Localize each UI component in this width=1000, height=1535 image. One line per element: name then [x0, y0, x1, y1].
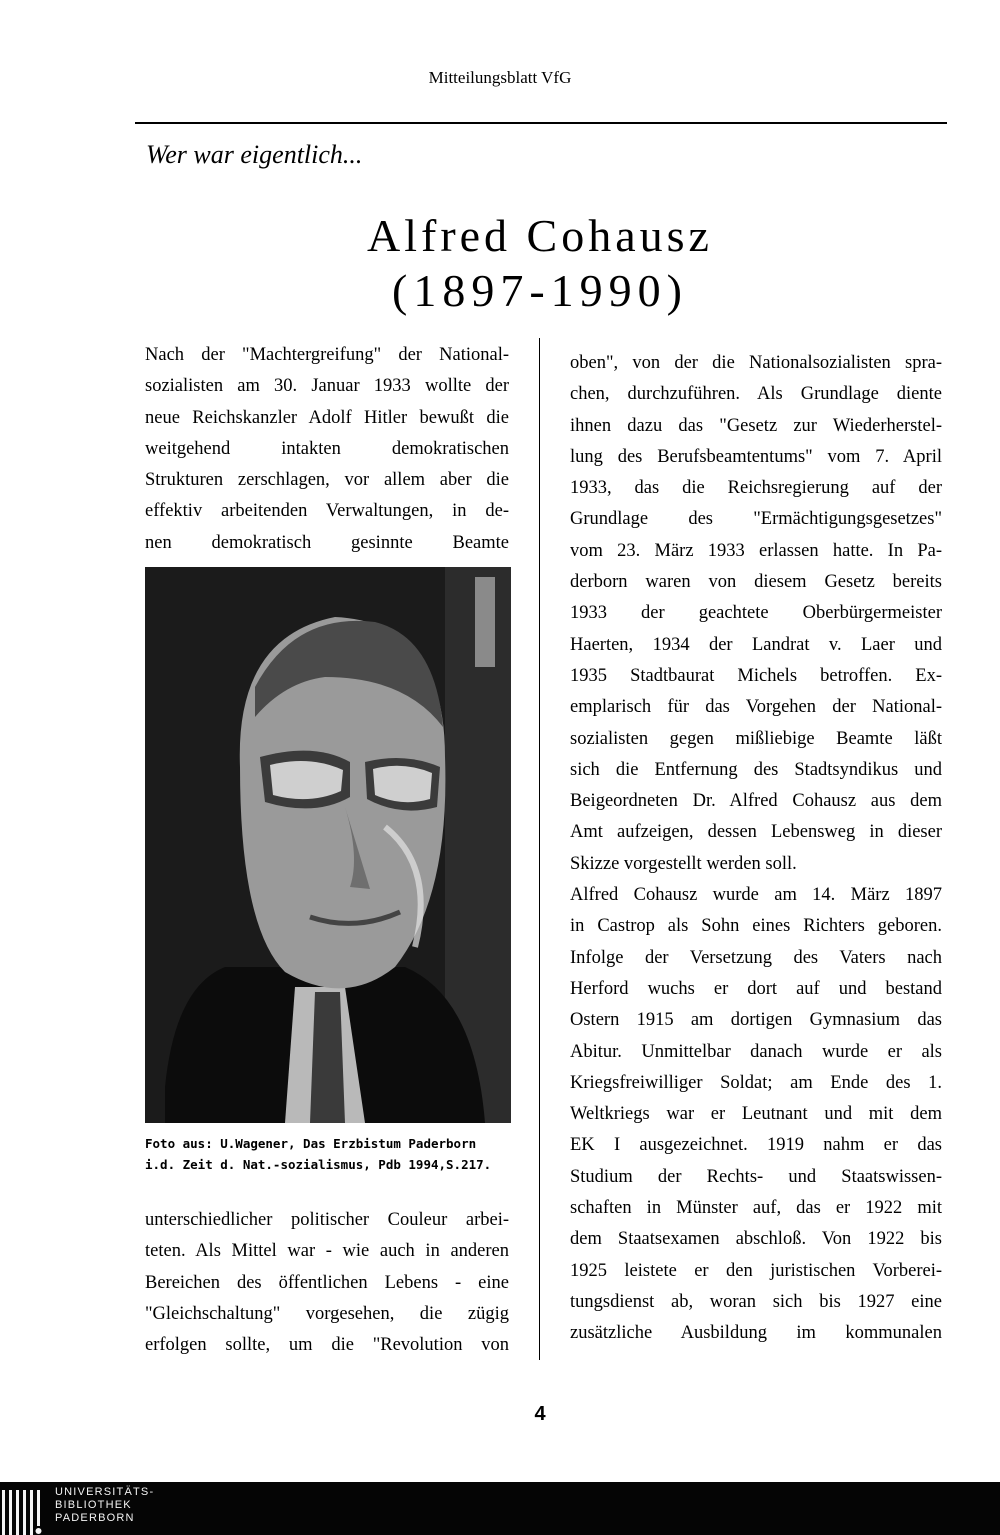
- library-name-line: BIBLIOTHEK: [55, 1499, 132, 1511]
- text-line: schaften in Münster auf, das er 1922 mit: [570, 1198, 942, 1219]
- text-line: EK I ausgezeichnet. 1919 nahm er das: [570, 1135, 942, 1156]
- text-line: erfolgen sollte, um die "Revolution von: [145, 1335, 509, 1356]
- text-line: Herford wuchs er dort auf und bestand: [570, 978, 942, 999]
- text-line: in Castrop als Sohn eines Richters geboren.: [570, 916, 942, 937]
- text-line: neue Reichskanzler Adolf Hitler bewußt die: [145, 407, 509, 428]
- header-rule: [135, 122, 947, 124]
- text-line: sozialisten am 30. Januar 1933 wollte der: [145, 376, 509, 397]
- text-line: Weltkriegs war er Leutnant und mit dem: [570, 1104, 942, 1125]
- text-line: Infolge der Versetzung des Vaters nach: [570, 947, 942, 968]
- left-column-bottom: [145, 1205, 509, 1361]
- article-title-dates: (1897-1990): [392, 265, 688, 316]
- text-line: chen, durchzuführen. Als Grundlage diente: [570, 384, 942, 405]
- text-line: Studium der Rechts- und Staatswissen-: [570, 1166, 942, 1187]
- library-logo-icon: [0, 1490, 48, 1535]
- journal-header: Mitteilungsblatt VfG: [428, 68, 572, 87]
- text-line: Bereichen des öffentlichen Lebens - eine: [145, 1272, 509, 1293]
- text-line: teten. Als Mittel war - wie auch in anderen: [145, 1241, 509, 1262]
- column-divider: [539, 338, 540, 1360]
- left-column-top: [145, 340, 509, 559]
- text-line: nen demokratisch gesinnte Beamte: [145, 532, 509, 553]
- text-line: Nach der "Machtergreifung" der National-: [145, 345, 509, 365]
- text-line: sich die Entfernung des Stadtsyndikus und: [570, 759, 942, 780]
- text-line: Amt aufzeigen, dessen Lebensweg in dieser: [570, 822, 942, 843]
- text-line: sozialisten gegen mißliebige Beamte läßt: [570, 728, 942, 749]
- caption-line: Foto aus: U.Wagener, Das Erzbistum Paderborn: [145, 1136, 477, 1151]
- text-line: oben", von der die Nationalsozialisten spra-: [570, 353, 942, 373]
- text-line: dem Staatsexamen abschloß. Von 1922 bis: [570, 1229, 942, 1250]
- text-line: weitgehend intakten demokratischen: [145, 438, 509, 459]
- library-name-line: PADERBORN: [55, 1512, 135, 1524]
- photo-caption: [145, 1133, 525, 1175]
- text-line: ihnen dazu das "Gesetz zur Wiederherstel-: [570, 415, 942, 436]
- text-line: Beigeordneten Dr. Alfred Cohausz aus dem: [570, 791, 942, 812]
- text-line: 1925 leistete er den juristischen Vorberei-: [570, 1260, 942, 1281]
- text-line: Grundlage des "Ermächtigungsgesetzes": [570, 509, 942, 530]
- text-line: emplarisch für das Vorgehen der National-: [570, 697, 942, 718]
- article-title: Alfred Cohausz: [367, 210, 713, 261]
- text-line: 1933 der geachtete Oberbürgermeister: [570, 603, 942, 624]
- portrait-photo: [145, 567, 511, 1123]
- library-name-line: UNIVERSITÄTS-: [55, 1486, 155, 1498]
- text-line: vom 23. März 1933 erlassen hatte. In Pa-: [570, 540, 942, 561]
- text-line: 1933, das die Reichsregierung auf der: [570, 478, 942, 499]
- caption-line: i.d. Zeit d. Nat.-sozialismus, Pdb 1994,S.217.: [145, 1157, 492, 1172]
- text-line: Strukturen zerschlagen, vor allem aber die: [145, 470, 509, 491]
- text-line: unterschiedlicher politischer Couleur arbei-: [145, 1210, 509, 1230]
- text-line: Haerten, 1934 der Landrat v. Laer und: [570, 634, 942, 655]
- text-line: derborn waren von diesem Gesetz bereits: [570, 572, 942, 593]
- text-line: lung des Berufsbeamtentums" vom 7. April: [570, 446, 942, 467]
- text-line: Ostern 1915 am dortigen Gymnasium das: [570, 1010, 942, 1031]
- page-number: 4: [534, 1403, 546, 1425]
- series-kicker: Wer war eigentlich...: [146, 140, 363, 169]
- portrait-image: [145, 567, 511, 1123]
- text-line: Abitur. Unmittelbar danach wurde er als: [570, 1041, 942, 1062]
- text-line: zusätzliche Ausbildung im kommunalen: [570, 1323, 942, 1344]
- text-line: tungsdienst ab, woran sich bis 1927 eine: [570, 1291, 942, 1312]
- text-line: Skizze vorgestellt werden soll.: [570, 853, 797, 874]
- text-line: 1935 Stadtbaurat Michels betroffen. Ex-: [570, 665, 942, 686]
- text-line: Kriegsfreiwilliger Soldat; am Ende des 1.: [570, 1072, 942, 1093]
- text-line: Alfred Cohausz wurde am 14. März 1897: [570, 885, 942, 906]
- text-line: effektiv arbeitenden Verwaltungen, in de-: [145, 501, 509, 522]
- right-column: [570, 348, 942, 1350]
- library-footer: [0, 1482, 1000, 1535]
- text-line: "Gleichschaltung" vorgesehen, die zügig: [145, 1303, 509, 1324]
